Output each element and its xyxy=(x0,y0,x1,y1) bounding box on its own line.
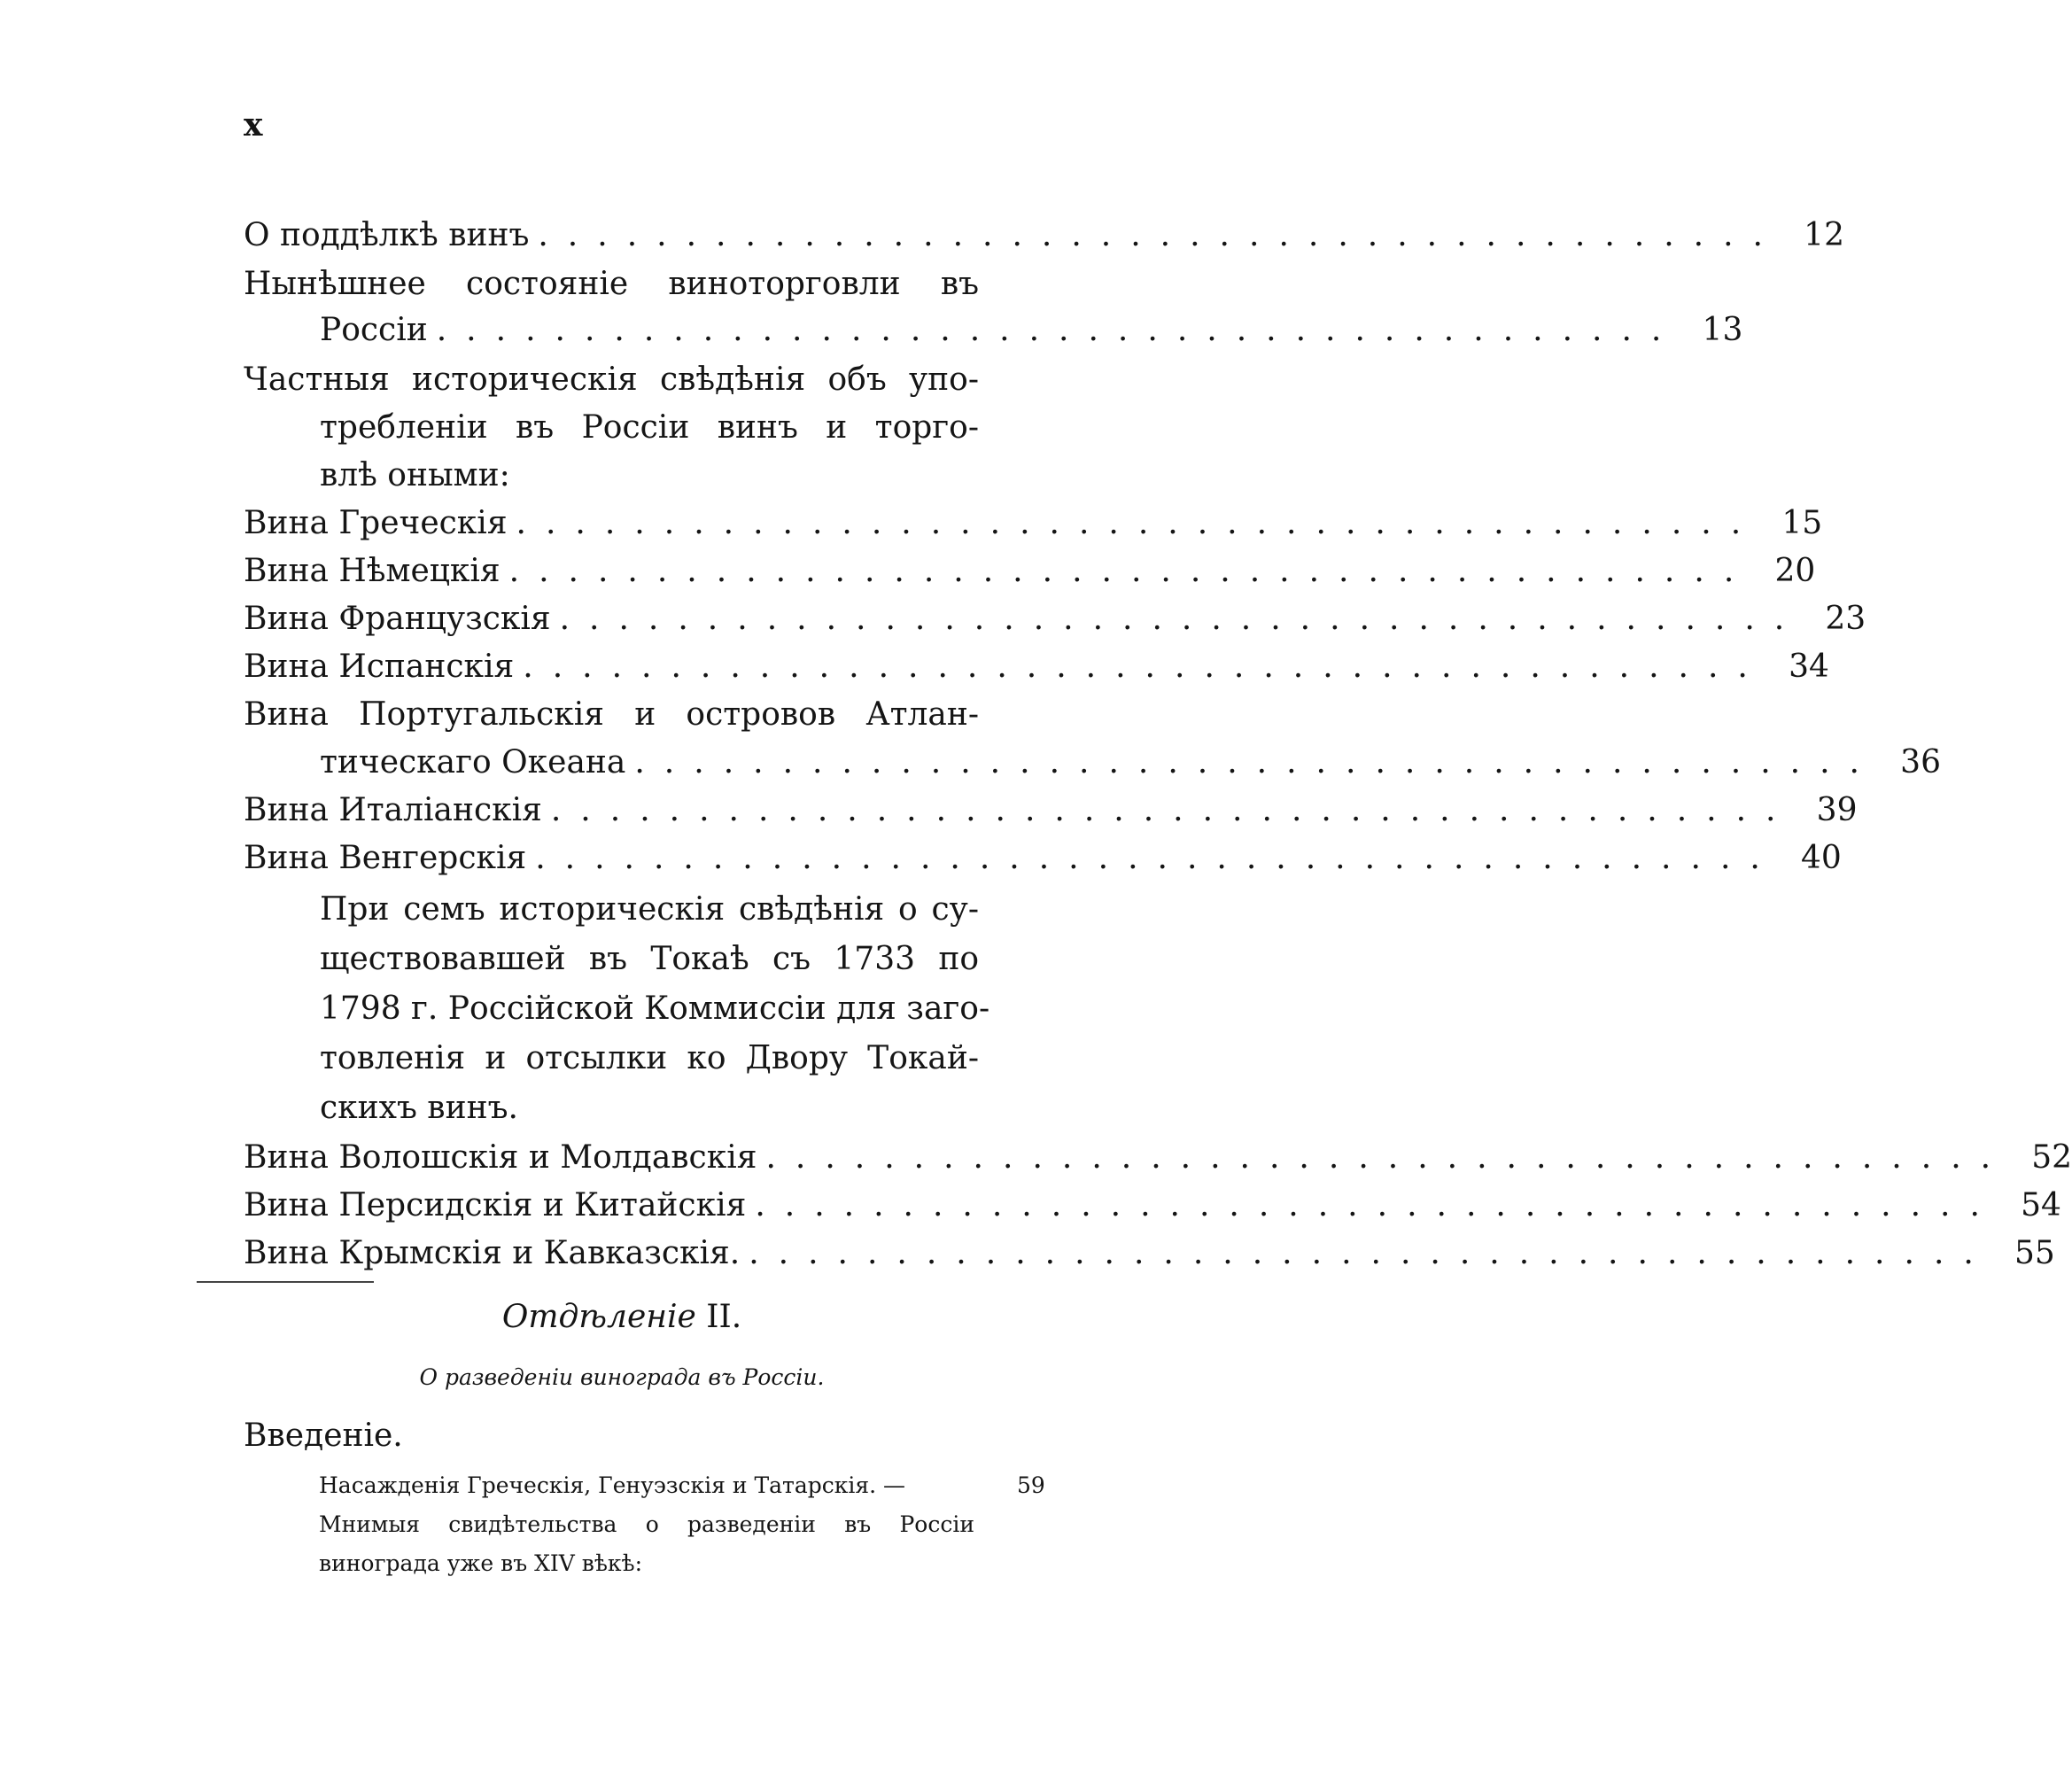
toc-entry xyxy=(244,792,1858,840)
toc-entry-title: Вина Венгерскія xyxy=(244,840,527,876)
leader-dots: .......................................... xyxy=(508,553,1754,589)
leader-dots: .......................................... xyxy=(550,792,1796,828)
toc-entry-line: Частныя историческія свѣдѣнія объ упо- xyxy=(244,361,979,398)
toc-entry-page: 12 xyxy=(1804,217,1844,253)
leader-dots: .......................................... xyxy=(538,217,1782,253)
leader-dots: .......................................... xyxy=(523,649,1767,685)
toc-entry-title: Вина Греческія xyxy=(244,505,508,541)
toc-entry xyxy=(244,217,1844,265)
toc-entry-line: влѣ оными: xyxy=(320,457,510,493)
section-numeral: II. xyxy=(706,1299,742,1335)
toc-entry-page: 55 xyxy=(2014,1235,2055,1271)
toc-entry-page: 52 xyxy=(2031,1139,2072,1176)
toc-entry xyxy=(320,744,1941,792)
section-title: Отдѣленіе xyxy=(501,1299,696,1335)
toc-entry-line: При семъ историческія свѣдѣнія о су- xyxy=(320,891,979,928)
toc-entry xyxy=(244,649,1829,696)
toc-entry-title: Вина Испанскія xyxy=(244,649,515,685)
toc-entry-line: 1798 г. Россійской Коммиссіи для заго- xyxy=(320,990,990,1027)
toc-entry-line: скихъ винъ. xyxy=(320,1090,518,1126)
toc-entry-title: Вина Крымскія и Кавказскія. xyxy=(244,1235,741,1271)
toc-entry xyxy=(244,601,1866,649)
leader-dots: .......................................... xyxy=(755,1187,1999,1223)
toc-entry-line: требленіи въ Россіи винъ и торго- xyxy=(320,409,979,446)
introduction-heading: Введеніе. xyxy=(244,1418,403,1454)
toc-entry-page: 40 xyxy=(1801,840,1842,876)
toc-entry-line: товленія и отсылки ко Двору Токай- xyxy=(320,1040,979,1076)
toc-entry-title: Вина Нѣмецкія xyxy=(244,553,501,589)
toc-entry-title: тическаго Океана xyxy=(320,744,626,781)
toc-entry xyxy=(244,840,1842,888)
leader-dots: .......................................... xyxy=(559,601,1804,637)
divider-line xyxy=(197,1281,374,1283)
toc-entry-page: 39 xyxy=(1816,792,1858,828)
leader-dots: .......................................... xyxy=(516,505,1761,541)
toc-entry xyxy=(244,1139,2072,1187)
intro-entry-line: винограда уже въ XIV вѣкѣ: xyxy=(319,1550,643,1576)
toc-entry xyxy=(320,312,1743,360)
toc-entry-page: 23 xyxy=(1825,601,1866,637)
section-subtitle: О разведеніи винограда въ Россіи. xyxy=(419,1364,825,1390)
toc-entry-title: О поддѣлкѣ винъ xyxy=(244,217,530,253)
leader-dots: .......................................... xyxy=(634,744,1879,781)
intro-entry-title: Насажденія Греческія, Генуэзскія и Татарскія. — xyxy=(319,1472,906,1498)
toc-entry xyxy=(244,1187,2061,1235)
toc-entry-page: 20 xyxy=(1774,553,1816,589)
toc-entry-line: Вина Португальскія и островов Атлан- xyxy=(244,696,979,733)
toc-entry-page: 13 xyxy=(1702,312,1743,348)
toc-entry-page: 54 xyxy=(2021,1187,2061,1223)
intro-entry-page: 59 xyxy=(1017,1472,1045,1498)
toc-entry-title: Россіи xyxy=(320,312,428,348)
toc-entry-line: Нынѣшнее состояніе виноторговли въ xyxy=(244,266,979,302)
toc-entry xyxy=(244,505,1823,553)
toc-entry-page: 15 xyxy=(1781,505,1823,541)
toc-entry-title: Вина Французскія xyxy=(244,601,551,637)
toc-entry-title: Вина Персидскія и Китайскія xyxy=(244,1187,747,1223)
toc-entry-page: 34 xyxy=(1789,649,1829,685)
leader-dots: .......................................... xyxy=(765,1139,2011,1176)
toc-entry-title: Вина Волошскія и Молдавскія xyxy=(244,1139,757,1176)
intro-entry-line: Мнимыя свидѣтельства о разведеніи въ Россіи xyxy=(319,1511,974,1537)
toc-entry xyxy=(244,1235,2055,1283)
section-heading xyxy=(0,1299,1244,1335)
toc-entry-title: Вина Италіанскія xyxy=(244,792,542,828)
leader-dots: .......................................... xyxy=(535,840,1780,876)
leader-dots: .......................................... xyxy=(436,312,1681,348)
leader-dots: .......................................... xyxy=(749,1235,1993,1271)
toc-entry-line: ществовавшей въ Токаѣ съ 1733 по xyxy=(320,941,979,977)
page-number: x xyxy=(244,106,263,144)
toc-entry-page: 36 xyxy=(1900,744,1941,781)
toc-entry xyxy=(244,553,1816,601)
